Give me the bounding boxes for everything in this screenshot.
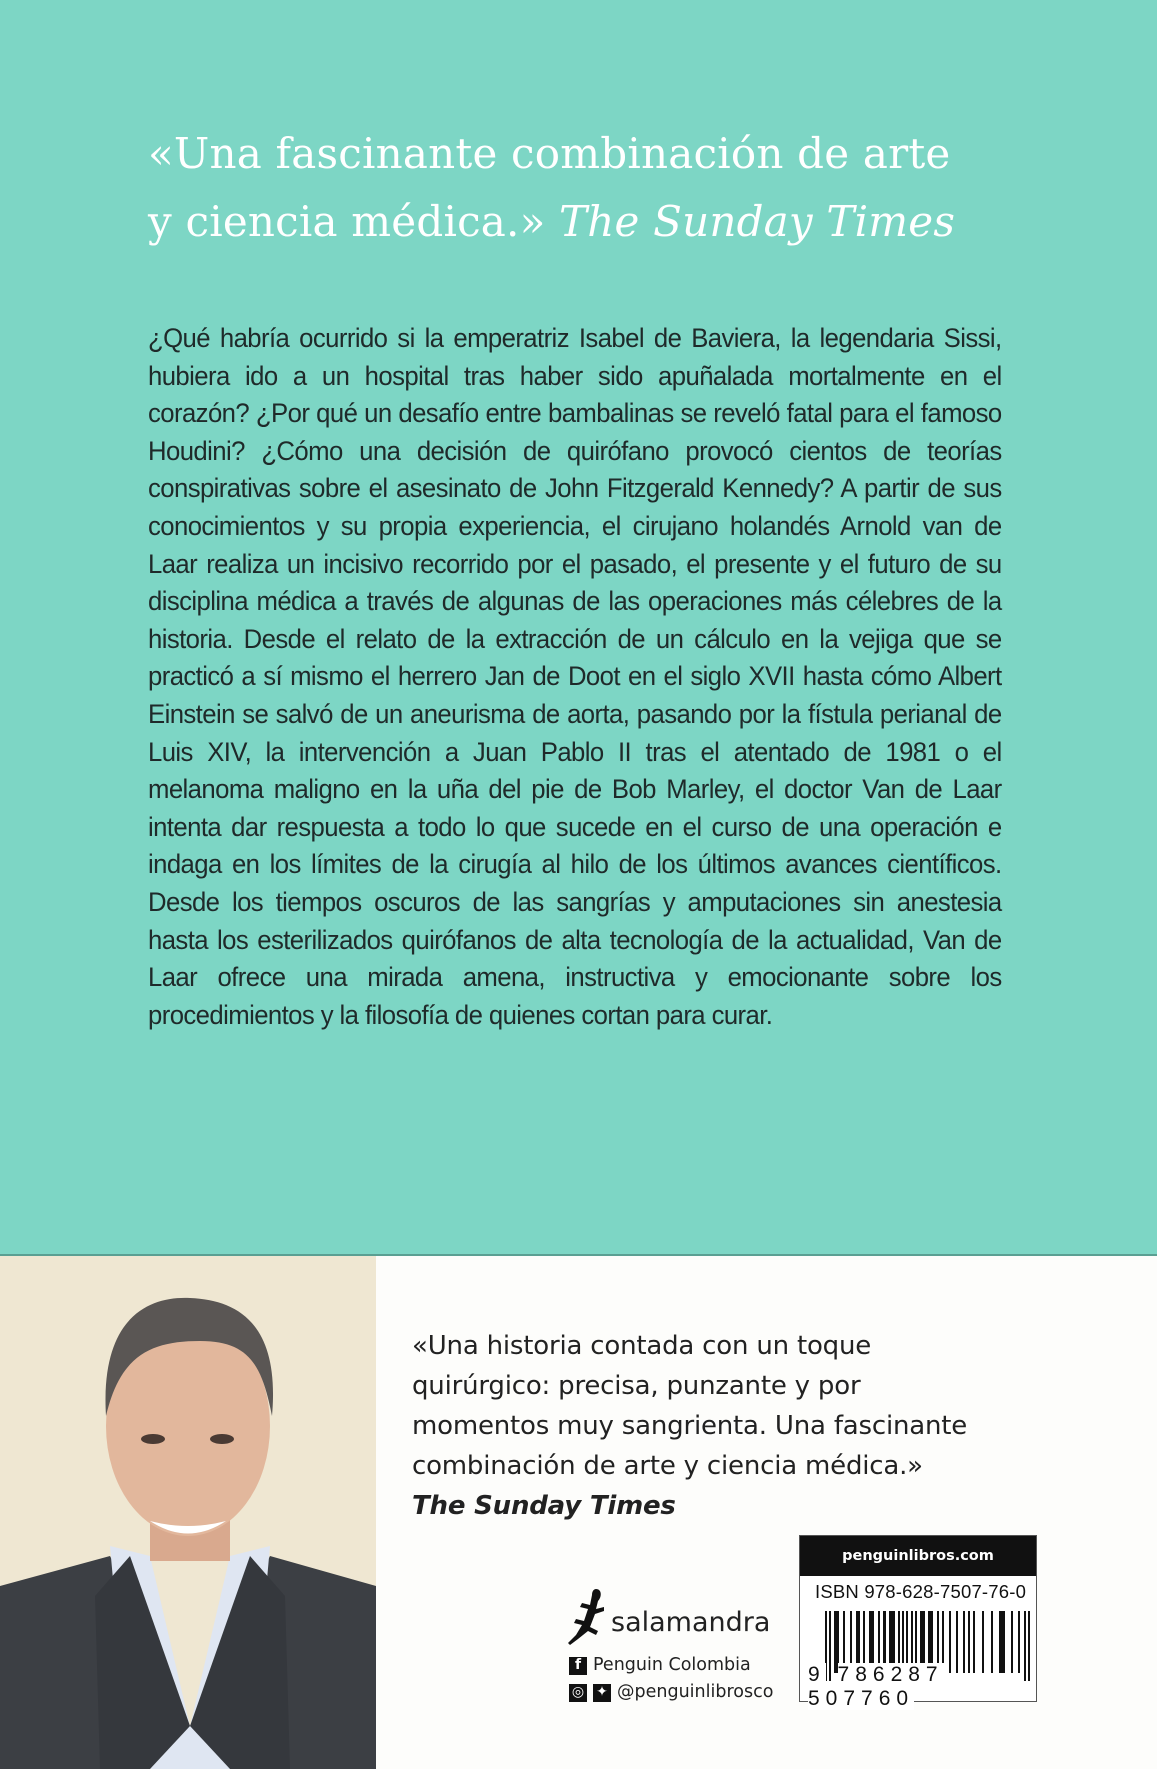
instagram-twitter-row[interactable] — [569, 1679, 773, 1706]
synopsis — [148, 320, 1002, 1034]
headline-quote — [148, 120, 1048, 256]
twitter-icon: ✦ — [593, 1684, 611, 1702]
facebook-row[interactable] — [569, 1652, 773, 1679]
social-links — [569, 1652, 773, 1706]
review-quote-text: «Una historia contada con un toque quirúrgico: precisa, punzante y por momentos muy sangrienta. Una fascinante combinación de arte y ciencia médica.» — [412, 1331, 968, 1481]
review-quote — [412, 1326, 972, 1526]
publisher-name: salamandra — [611, 1607, 771, 1638]
headline-line-2: y ciencia médica.» The Sunday Times — [148, 197, 956, 246]
isbn-barcode-box — [799, 1535, 1037, 1710]
publisher-logo — [566, 1587, 806, 1652]
isbn-number: ISBN 978-628-7507-76-0 — [815, 1581, 1027, 1602]
facebook-icon: f — [569, 1657, 587, 1675]
synopsis-text: ¿Qué habría ocurrido si la emperatriz Isabel de Baviera, la legendaria Sissi, hubiera ido a un hospital tras haber sido apuñalada mortalmente en el corazón? ¿Por qué un desafío entre bambalinas se reveló fatal para el famoso Houdini? ¿Cómo una decisión de quirófano provocó cientos de teorías conspirativas sobre el asesinato de John Fitzgerald Kennedy? A partir de sus conocimientos y su propia experiencia, el cirujano holandés Arnold van de Laar realiza un incisivo recorrido por el pasado, el presente y el futuro de su disciplina médica a través de algunas de las operaciones más célebres de la historia. Desde el relato de la extracción de un cálculo en la vejiga que se practicó a sí mismo el herrero Jan de Doot en el siglo XVII hasta cómo Albert Einstein se salvó de un aneurisma de aorta, pasando por la fístula perianal de Luis XIV, la intervención a Juan Pablo II tras el atentado de 1981 o el melanoma maligno en la uña del pie de Bob Marley, el doctor Van de Laar intenta dar respuesta a todo lo que sucede en el curso de una operación e indaga en los límites de la cirugía al hilo de los últimos avances científicos. Desde los tiempos oscuros de las sangrías y amputaciones sin anestesia hasta los esterilizados quirófanos de alta tecnología de la actualidad, Van de Laar ofrece una mirada amena, instructiva y emocionante sobre los procedimientos y la filosofía de quienes cortan para curar. — [148, 323, 1002, 1030]
headline-line-1: «Una fascinante combinación de arte — [148, 129, 951, 178]
author-photo — [0, 1256, 376, 1769]
barcode-digits: 9 786287 507760 — [808, 1663, 944, 1710]
author-portrait-icon — [0, 1256, 376, 1769]
facebook-label: Penguin Colombia — [593, 1655, 751, 1675]
headline-source: The Sunday Times — [559, 197, 956, 246]
social-handle: @penguinlibrosco — [617, 1682, 774, 1702]
instagram-icon: ◎ — [569, 1684, 587, 1702]
salamander-icon — [566, 1587, 610, 1647]
review-quote-source: The Sunday Times — [412, 1491, 676, 1521]
publisher-website[interactable]: penguinlibros.com — [800, 1536, 1036, 1576]
